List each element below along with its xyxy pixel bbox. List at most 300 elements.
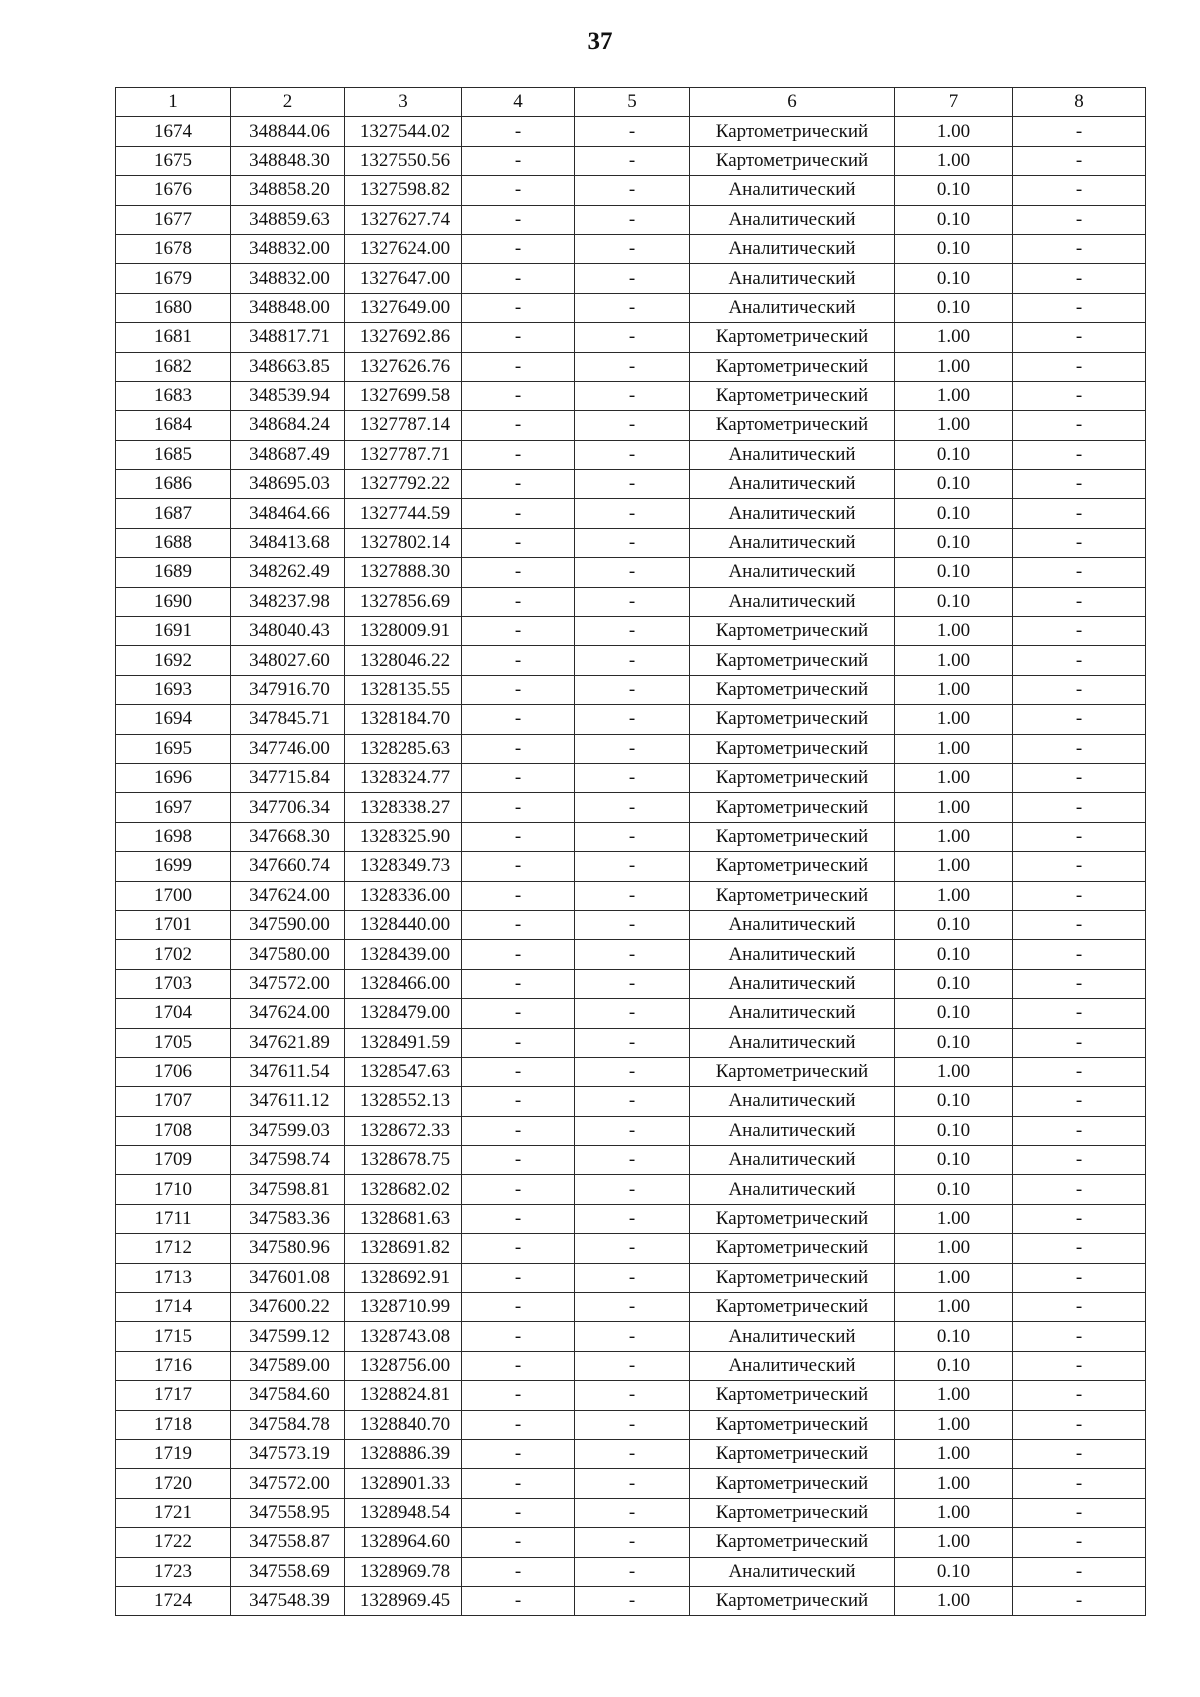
col8-cell: -	[1013, 1410, 1146, 1439]
y-coordinate-cell: 1328184.70	[345, 705, 462, 734]
table-header	[116, 88, 1146, 117]
table-row	[116, 587, 1146, 616]
col8-cell: -	[1013, 1381, 1146, 1410]
col4-cell: -	[462, 940, 575, 969]
col4-cell: -	[462, 499, 575, 528]
accuracy-cell: 1.00	[895, 1469, 1013, 1498]
col4-cell: -	[462, 675, 575, 704]
accuracy-cell: 0.10	[895, 940, 1013, 969]
table-row	[116, 176, 1146, 205]
method-cell: Аналитический	[690, 587, 895, 616]
x-coordinate-cell: 348539.94	[231, 381, 345, 410]
col4-cell: -	[462, 1175, 575, 1204]
col8-cell: -	[1013, 1528, 1146, 1557]
col4-cell: -	[462, 910, 575, 939]
col5-cell: -	[575, 1351, 690, 1380]
y-coordinate-cell: 1328479.00	[345, 999, 462, 1028]
accuracy-cell: 1.00	[895, 1381, 1013, 1410]
method-cell: Картометрический	[690, 323, 895, 352]
method-cell: Картометрический	[690, 1410, 895, 1439]
method-cell: Картометрический	[690, 1586, 895, 1615]
y-coordinate-cell: 1327626.76	[345, 352, 462, 381]
method-cell: Аналитический	[690, 558, 895, 587]
col8-cell: -	[1013, 969, 1146, 998]
col4-cell: -	[462, 646, 575, 675]
x-coordinate-cell: 347611.54	[231, 1057, 345, 1086]
col4-cell: -	[462, 1293, 575, 1322]
table-row	[116, 910, 1146, 939]
y-coordinate-cell: 1328710.99	[345, 1293, 462, 1322]
x-coordinate-cell: 347599.03	[231, 1116, 345, 1145]
col5-cell: -	[575, 1057, 690, 1086]
point-number-cell: 1712	[116, 1234, 231, 1263]
table-row	[116, 528, 1146, 557]
accuracy-cell: 1.00	[895, 323, 1013, 352]
point-number-cell: 1675	[116, 146, 231, 175]
method-cell: Картометрический	[690, 617, 895, 646]
accuracy-cell: 1.00	[895, 1234, 1013, 1263]
col4-cell: -	[462, 352, 575, 381]
point-number-cell: 1708	[116, 1116, 231, 1145]
y-coordinate-cell: 1328743.08	[345, 1322, 462, 1351]
y-coordinate-cell: 1328046.22	[345, 646, 462, 675]
col8-cell: -	[1013, 1204, 1146, 1233]
table-row	[116, 822, 1146, 851]
y-coordinate-cell: 1328552.13	[345, 1087, 462, 1116]
x-coordinate-cell: 348687.49	[231, 440, 345, 469]
method-cell: Картометрический	[690, 763, 895, 792]
y-coordinate-cell: 1328466.00	[345, 969, 462, 998]
y-coordinate-cell: 1328439.00	[345, 940, 462, 969]
table-row	[116, 1381, 1146, 1410]
x-coordinate-cell: 348684.24	[231, 411, 345, 440]
table-row	[116, 1057, 1146, 1086]
point-number-cell: 1713	[116, 1263, 231, 1292]
accuracy-cell: 1.00	[895, 646, 1013, 675]
col8-cell: -	[1013, 117, 1146, 146]
method-cell: Картометрический	[690, 117, 895, 146]
x-coordinate-cell: 347598.81	[231, 1175, 345, 1204]
point-number-cell: 1683	[116, 381, 231, 410]
y-coordinate-cell: 1328491.59	[345, 1028, 462, 1057]
y-coordinate-cell: 1327888.30	[345, 558, 462, 587]
point-number-cell: 1698	[116, 822, 231, 851]
x-coordinate-cell: 347572.00	[231, 1469, 345, 1498]
col5-cell: -	[575, 881, 690, 910]
accuracy-cell: 0.10	[895, 1028, 1013, 1057]
accuracy-cell: 1.00	[895, 411, 1013, 440]
col4-cell: -	[462, 969, 575, 998]
method-cell: Картометрический	[690, 793, 895, 822]
x-coordinate-cell: 347573.19	[231, 1439, 345, 1468]
table-row	[116, 646, 1146, 675]
method-cell: Аналитический	[690, 1175, 895, 1204]
x-coordinate-cell: 347624.00	[231, 999, 345, 1028]
col4-cell: -	[462, 763, 575, 792]
y-coordinate-cell: 1328678.75	[345, 1146, 462, 1175]
method-cell: Аналитический	[690, 528, 895, 557]
method-cell: Картометрический	[690, 1528, 895, 1557]
accuracy-cell: 1.00	[895, 881, 1013, 910]
accuracy-cell: 1.00	[895, 1057, 1013, 1086]
col5-cell: -	[575, 1146, 690, 1175]
x-coordinate-cell: 347715.84	[231, 763, 345, 792]
x-coordinate-cell: 347548.39	[231, 1586, 345, 1615]
col8-cell: -	[1013, 705, 1146, 734]
table-row	[116, 264, 1146, 293]
method-cell: Картометрический	[690, 1498, 895, 1527]
point-number-cell: 1690	[116, 587, 231, 616]
point-number-cell: 1716	[116, 1351, 231, 1380]
accuracy-cell: 1.00	[895, 117, 1013, 146]
col4-cell: -	[462, 205, 575, 234]
table-row	[116, 1204, 1146, 1233]
point-number-cell: 1691	[116, 617, 231, 646]
point-number-cell: 1706	[116, 1057, 231, 1086]
col4-cell: -	[462, 1410, 575, 1439]
table-row	[116, 381, 1146, 410]
method-cell: Картометрический	[690, 1234, 895, 1263]
accuracy-cell: 0.10	[895, 470, 1013, 499]
header-row	[116, 88, 1146, 117]
col8-cell: -	[1013, 940, 1146, 969]
accuracy-cell: 0.10	[895, 234, 1013, 263]
method-cell: Аналитический	[690, 1146, 895, 1175]
col4-cell: -	[462, 234, 575, 263]
col5-cell: -	[575, 587, 690, 616]
col4-cell: -	[462, 1263, 575, 1292]
x-coordinate-cell: 347611.12	[231, 1087, 345, 1116]
accuracy-cell: 0.10	[895, 969, 1013, 998]
x-coordinate-cell: 348262.49	[231, 558, 345, 587]
col5-cell: -	[575, 763, 690, 792]
accuracy-cell: 0.10	[895, 440, 1013, 469]
col8-cell: -	[1013, 1087, 1146, 1116]
x-coordinate-cell: 348464.66	[231, 499, 345, 528]
point-number-cell: 1722	[116, 1528, 231, 1557]
x-coordinate-cell: 347668.30	[231, 822, 345, 851]
table-row	[116, 234, 1146, 263]
x-coordinate-cell: 347558.95	[231, 1498, 345, 1527]
y-coordinate-cell: 1328336.00	[345, 881, 462, 910]
col8-cell: -	[1013, 1439, 1146, 1468]
method-cell: Аналитический	[690, 1557, 895, 1586]
table-row	[116, 675, 1146, 704]
col8-cell: -	[1013, 852, 1146, 881]
accuracy-cell: 1.00	[895, 675, 1013, 704]
y-coordinate-cell: 1327598.82	[345, 176, 462, 205]
table-row	[116, 1469, 1146, 1498]
col4-cell: -	[462, 1381, 575, 1410]
method-cell: Картометрический	[690, 705, 895, 734]
x-coordinate-cell: 347660.74	[231, 852, 345, 881]
y-coordinate-cell: 1328440.00	[345, 910, 462, 939]
point-number-cell: 1677	[116, 205, 231, 234]
x-coordinate-cell: 348858.20	[231, 176, 345, 205]
point-number-cell: 1680	[116, 293, 231, 322]
table-row	[116, 1351, 1146, 1380]
column-header-8: 8	[1013, 88, 1146, 117]
accuracy-cell: 1.00	[895, 1293, 1013, 1322]
col8-cell: -	[1013, 1263, 1146, 1292]
col5-cell: -	[575, 1557, 690, 1586]
col8-cell: -	[1013, 617, 1146, 646]
table-row	[116, 852, 1146, 881]
point-number-cell: 1710	[116, 1175, 231, 1204]
method-cell: Картометрический	[690, 822, 895, 851]
col5-cell: -	[575, 352, 690, 381]
col8-cell: -	[1013, 146, 1146, 175]
point-number-cell: 1684	[116, 411, 231, 440]
accuracy-cell: 1.00	[895, 381, 1013, 410]
col4-cell: -	[462, 617, 575, 646]
col5-cell: -	[575, 1087, 690, 1116]
table-row	[116, 293, 1146, 322]
point-number-cell: 1724	[116, 1586, 231, 1615]
col5-cell: -	[575, 1175, 690, 1204]
col4-cell: -	[462, 999, 575, 1028]
column-header-1: 1	[116, 88, 231, 117]
method-cell: Аналитический	[690, 440, 895, 469]
accuracy-cell: 0.10	[895, 499, 1013, 528]
col5-cell: -	[575, 117, 690, 146]
table-row	[116, 1146, 1146, 1175]
point-number-cell: 1685	[116, 440, 231, 469]
x-coordinate-cell: 347706.34	[231, 793, 345, 822]
point-number-cell: 1721	[116, 1498, 231, 1527]
y-coordinate-cell: 1328547.63	[345, 1057, 462, 1086]
point-number-cell: 1679	[116, 264, 231, 293]
col5-cell: -	[575, 910, 690, 939]
col8-cell: -	[1013, 1175, 1146, 1204]
table-row	[116, 763, 1146, 792]
accuracy-cell: 1.00	[895, 705, 1013, 734]
point-number-cell: 1705	[116, 1028, 231, 1057]
column-header-6: 6	[690, 88, 895, 117]
table-row	[116, 969, 1146, 998]
method-cell: Картометрический	[690, 1057, 895, 1086]
point-number-cell: 1686	[116, 470, 231, 499]
method-cell: Картометрический	[690, 1263, 895, 1292]
accuracy-cell: 1.00	[895, 1439, 1013, 1468]
x-coordinate-cell: 348844.06	[231, 117, 345, 146]
col5-cell: -	[575, 146, 690, 175]
x-coordinate-cell: 348817.71	[231, 323, 345, 352]
point-number-cell: 1718	[116, 1410, 231, 1439]
accuracy-cell: 1.00	[895, 1498, 1013, 1527]
col4-cell: -	[462, 411, 575, 440]
col8-cell: -	[1013, 234, 1146, 263]
col5-cell: -	[575, 293, 690, 322]
col8-cell: -	[1013, 1586, 1146, 1615]
col4-cell: -	[462, 1439, 575, 1468]
col4-cell: -	[462, 1498, 575, 1527]
column-header-2: 2	[231, 88, 345, 117]
point-number-cell: 1711	[116, 1204, 231, 1233]
accuracy-cell: 1.00	[895, 617, 1013, 646]
col5-cell: -	[575, 822, 690, 851]
col8-cell: -	[1013, 1057, 1146, 1086]
col5-cell: -	[575, 264, 690, 293]
col4-cell: -	[462, 1586, 575, 1615]
y-coordinate-cell: 1327792.22	[345, 470, 462, 499]
point-number-cell: 1694	[116, 705, 231, 734]
method-cell: Аналитический	[690, 940, 895, 969]
y-coordinate-cell: 1328692.91	[345, 1263, 462, 1292]
y-coordinate-cell: 1328681.63	[345, 1204, 462, 1233]
method-cell: Картометрический	[690, 734, 895, 763]
method-cell: Аналитический	[690, 1028, 895, 1057]
point-number-cell: 1696	[116, 763, 231, 792]
col5-cell: -	[575, 852, 690, 881]
x-coordinate-cell: 347845.71	[231, 705, 345, 734]
col4-cell: -	[462, 1116, 575, 1145]
col5-cell: -	[575, 558, 690, 587]
point-number-cell: 1682	[116, 352, 231, 381]
y-coordinate-cell: 1327856.69	[345, 587, 462, 616]
table-row	[116, 1528, 1146, 1557]
col5-cell: -	[575, 1439, 690, 1468]
col8-cell: -	[1013, 1322, 1146, 1351]
col4-cell: -	[462, 146, 575, 175]
y-coordinate-cell: 1328901.33	[345, 1469, 462, 1498]
method-cell: Картометрический	[690, 1381, 895, 1410]
col8-cell: -	[1013, 881, 1146, 910]
y-coordinate-cell: 1328682.02	[345, 1175, 462, 1204]
col4-cell: -	[462, 1322, 575, 1351]
col4-cell: -	[462, 852, 575, 881]
point-number-cell: 1674	[116, 117, 231, 146]
table-row	[116, 940, 1146, 969]
method-cell: Картометрический	[690, 852, 895, 881]
column-header-5: 5	[575, 88, 690, 117]
accuracy-cell: 1.00	[895, 352, 1013, 381]
method-cell: Картометрический	[690, 352, 895, 381]
method-cell: Аналитический	[690, 264, 895, 293]
x-coordinate-cell: 347598.74	[231, 1146, 345, 1175]
x-coordinate-cell: 348663.85	[231, 352, 345, 381]
col4-cell: -	[462, 793, 575, 822]
col4-cell: -	[462, 470, 575, 499]
table-row	[116, 470, 1146, 499]
col4-cell: -	[462, 1057, 575, 1086]
col5-cell: -	[575, 528, 690, 557]
col8-cell: -	[1013, 352, 1146, 381]
accuracy-cell: 0.10	[895, 1146, 1013, 1175]
y-coordinate-cell: 1328969.78	[345, 1557, 462, 1586]
point-number-cell: 1719	[116, 1439, 231, 1468]
accuracy-cell: 0.10	[895, 264, 1013, 293]
accuracy-cell: 1.00	[895, 852, 1013, 881]
point-number-cell: 1702	[116, 940, 231, 969]
col5-cell: -	[575, 999, 690, 1028]
col8-cell: -	[1013, 1498, 1146, 1527]
col5-cell: -	[575, 381, 690, 410]
x-coordinate-cell: 348848.00	[231, 293, 345, 322]
y-coordinate-cell: 1327624.00	[345, 234, 462, 263]
coordinates-table	[115, 87, 1146, 1616]
y-coordinate-cell: 1328135.55	[345, 675, 462, 704]
y-coordinate-cell: 1327649.00	[345, 293, 462, 322]
col4-cell: -	[462, 117, 575, 146]
method-cell: Аналитический	[690, 1322, 895, 1351]
y-coordinate-cell: 1328285.63	[345, 734, 462, 763]
y-coordinate-cell: 1327744.59	[345, 499, 462, 528]
y-coordinate-cell: 1327627.74	[345, 205, 462, 234]
y-coordinate-cell: 1327544.02	[345, 117, 462, 146]
col8-cell: -	[1013, 1469, 1146, 1498]
x-coordinate-cell: 348832.00	[231, 234, 345, 263]
accuracy-cell: 0.10	[895, 910, 1013, 939]
col8-cell: -	[1013, 587, 1146, 616]
point-number-cell: 1676	[116, 176, 231, 205]
col4-cell: -	[462, 1028, 575, 1057]
col8-cell: -	[1013, 1116, 1146, 1145]
point-number-cell: 1704	[116, 999, 231, 1028]
point-number-cell: 1692	[116, 646, 231, 675]
point-number-cell: 1717	[116, 1381, 231, 1410]
col5-cell: -	[575, 440, 690, 469]
table-row	[116, 1410, 1146, 1439]
x-coordinate-cell: 347589.00	[231, 1351, 345, 1380]
col4-cell: -	[462, 1087, 575, 1116]
method-cell: Аналитический	[690, 910, 895, 939]
point-number-cell: 1714	[116, 1293, 231, 1322]
col5-cell: -	[575, 1381, 690, 1410]
col5-cell: -	[575, 205, 690, 234]
table-row	[116, 117, 1146, 146]
method-cell: Аналитический	[690, 1351, 895, 1380]
method-cell: Картометрический	[690, 1204, 895, 1233]
accuracy-cell: 0.10	[895, 1351, 1013, 1380]
table-row	[116, 1498, 1146, 1527]
method-cell: Картометрический	[690, 381, 895, 410]
x-coordinate-cell: 348848.30	[231, 146, 345, 175]
col8-cell: -	[1013, 734, 1146, 763]
y-coordinate-cell: 1328886.39	[345, 1439, 462, 1468]
point-number-cell: 1687	[116, 499, 231, 528]
x-coordinate-cell: 348040.43	[231, 617, 345, 646]
table-row	[116, 1439, 1146, 1468]
col8-cell: -	[1013, 1028, 1146, 1057]
x-coordinate-cell: 348859.63	[231, 205, 345, 234]
table-row	[116, 1557, 1146, 1586]
col4-cell: -	[462, 381, 575, 410]
x-coordinate-cell: 347583.36	[231, 1204, 345, 1233]
table-row	[116, 1175, 1146, 1204]
col8-cell: -	[1013, 440, 1146, 469]
method-cell: Картометрический	[690, 675, 895, 704]
accuracy-cell: 0.10	[895, 1116, 1013, 1145]
col8-cell: -	[1013, 558, 1146, 587]
table-row	[116, 323, 1146, 352]
x-coordinate-cell: 347584.60	[231, 1381, 345, 1410]
col8-cell: -	[1013, 176, 1146, 205]
point-number-cell: 1678	[116, 234, 231, 263]
x-coordinate-cell: 347558.87	[231, 1528, 345, 1557]
col4-cell: -	[462, 1557, 575, 1586]
col8-cell: -	[1013, 763, 1146, 792]
col5-cell: -	[575, 793, 690, 822]
table-row	[116, 1087, 1146, 1116]
table-row	[116, 558, 1146, 587]
x-coordinate-cell: 347558.69	[231, 1557, 345, 1586]
y-coordinate-cell: 1328964.60	[345, 1528, 462, 1557]
col5-cell: -	[575, 411, 690, 440]
col4-cell: -	[462, 705, 575, 734]
y-coordinate-cell: 1327787.71	[345, 440, 462, 469]
x-coordinate-cell: 347624.00	[231, 881, 345, 910]
